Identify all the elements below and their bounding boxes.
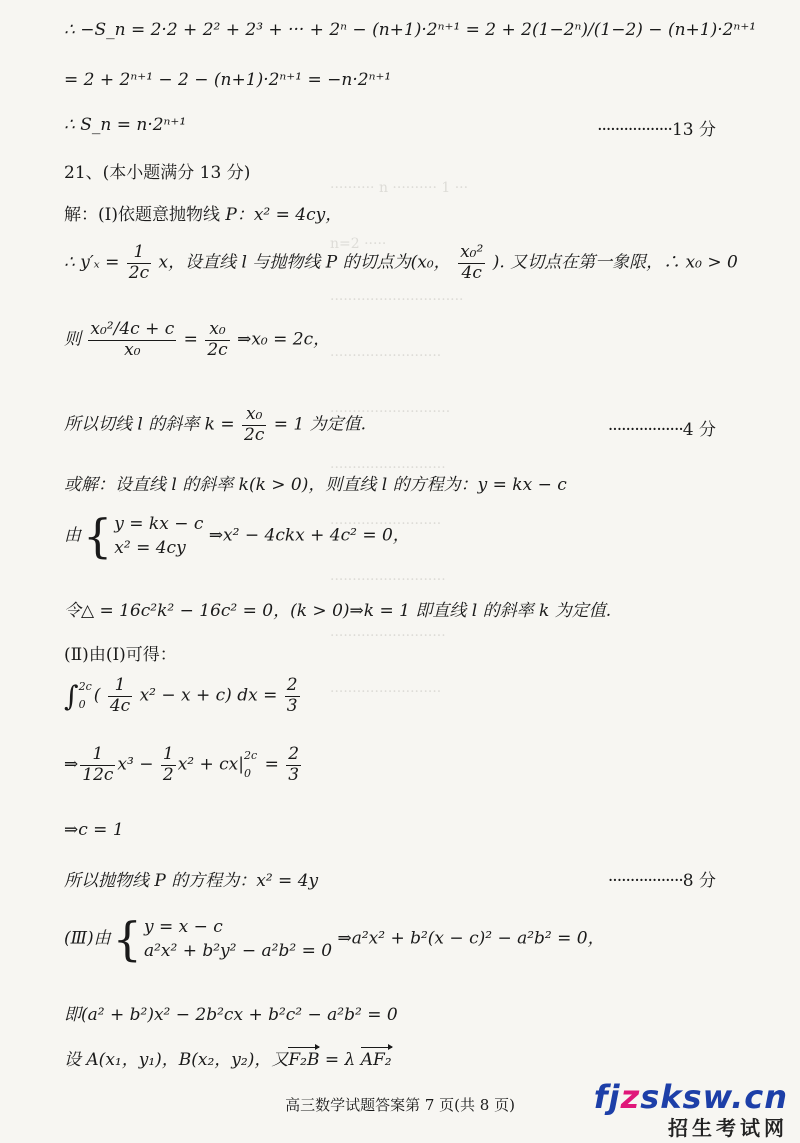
score-13: ·················13 分	[597, 120, 716, 140]
score-8: ·················8 分	[607, 871, 716, 891]
tangent-point-line: 则 $\frac{\text{x₀²/4c + c}}{\text{x₀}}$ = $\frac{\text{x₀}}{2c}$ ⇒x₀ = 2c，	[64, 319, 331, 360]
system-line-1: 由{ y = kx − c x² = 4cy ⇒x² − 4ckx + 4c² = 0，	[64, 509, 410, 563]
system-line-2: (Ⅲ)由{ y = x − c a²x² + b²y² − a²b² = 0 ⇒a²x² + b²(x − c)² − a²b² = 0，	[64, 912, 605, 966]
antiderivative-line: ⇒ $\frac{1}{12c}$ x³ − $\frac{1}{2}$ x² + cx|2c 0 = $\frac{2}{3}$	[64, 744, 300, 785]
alternative-solution-line: 或解：设直线 l 的斜率 k(k > 0)，则直线 l 的方程为：y = kx − c	[64, 475, 567, 495]
slope-line: 所以切线 l 的斜率 k = $\frac{\text{x₀}}{2c}$ = 1 为定值.	[64, 404, 367, 445]
integral-line: ∫2c 0 ( $\frac{1}{4c}$ x² − x + c) dx = $\frac{2}{3}$	[64, 675, 298, 716]
question-21-heading: 21、(本小题满分 13 分)	[64, 163, 251, 183]
fraction-1-over-2c: $\frac{1}{2c}$	[128, 242, 150, 283]
score-4: ·················4 分	[607, 420, 716, 440]
page-footer: 高三数学试题答案第 7 页(共 8 页)	[285, 1096, 515, 1114]
fraction-x0sq-over-4c: $\frac{\text{x₀²}}{4c}$	[460, 242, 484, 283]
vector-af2: AF₂	[360, 1050, 392, 1070]
part-2-heading: (Ⅱ)由(Ⅰ)可得：	[64, 645, 177, 665]
fraction-x0-over-2c-2: $\frac{\text{x₀}}{2c}$	[244, 404, 265, 445]
fraction-1-over-12c: $\frac{1}{12c}$	[82, 744, 114, 785]
c-equals-line: ⇒c = 1	[64, 820, 124, 840]
vector-f2b: F₂B	[288, 1050, 320, 1070]
fraction-1-over-2: $\frac{1}{2}$	[162, 744, 174, 785]
fraction-slope-expression: $\frac{\text{x₀²/4c + c}}{\text{x₀}}$	[90, 319, 175, 360]
brand-logo: fjzsksw.cn	[593, 1078, 788, 1116]
fraction-1-over-4c: $\frac{1}{4c}$	[109, 675, 131, 716]
part-1-intro: 解：(Ⅰ)依题意抛物线 P：x² = 4cy，	[64, 205, 343, 225]
fraction-2-over-3: $\frac{2}{3}$	[286, 675, 298, 716]
discriminant-line: 令△ = 16c²k² − 16c² = 0，(k > 0)⇒k = 1 即直线 l 的斜率 k 为定值.	[64, 601, 612, 621]
quadratic-line: 即(a² + b²)x² − 2b²cx + b²c² − a²b² = 0	[64, 1005, 398, 1025]
sum-derivation-line-2: = 2 + 2ⁿ⁺¹ − 2 − (n+1)·2ⁿ⁺¹ = −n·2ⁿ⁺¹	[64, 70, 392, 90]
vector-line: 设 A(x₁，y₁)，B(x₂，y₂)，又F₂B = λ AF₂	[64, 1050, 392, 1070]
fraction-2-over-3-2: $\frac{2}{3}$	[288, 744, 300, 785]
derivative-line: ∴ y′ₓ = $\frac{1}{2c}$ x，设直线 l 与抛物线 P 的切点为(x₀， $\frac{\text{x₀²}}{4c}$ ). 又切点在第一象限，∴ x₀ > 0	[64, 242, 738, 283]
site-watermark	[594, 1078, 788, 1141]
sum-result-line: ∴ S_n = n·2ⁿ⁺¹	[64, 115, 187, 135]
fraction-x0-over-2c: $\frac{\text{x₀}}{2c}$	[207, 319, 228, 360]
brand-subtitle: 招生考试网	[668, 1116, 788, 1140]
bleed-through-text: ·········· n ·········· 1 ··· n=2 ····· ······························ ························· ··························· ·························· ························· ·························· ·························· ·························	[330, 180, 469, 700]
sum-derivation-line-1: ∴ −S_n = 2·2 + 2² + 2³ + ··· + 2ⁿ − (n+1)·2ⁿ⁺¹ = 2 + 2(1−2ⁿ)/(1−2) − (n+1)·2ⁿ⁺¹	[64, 20, 757, 40]
parabola-equation-line: 所以抛物线 P 的方程为：x² = 4y	[64, 871, 319, 891]
